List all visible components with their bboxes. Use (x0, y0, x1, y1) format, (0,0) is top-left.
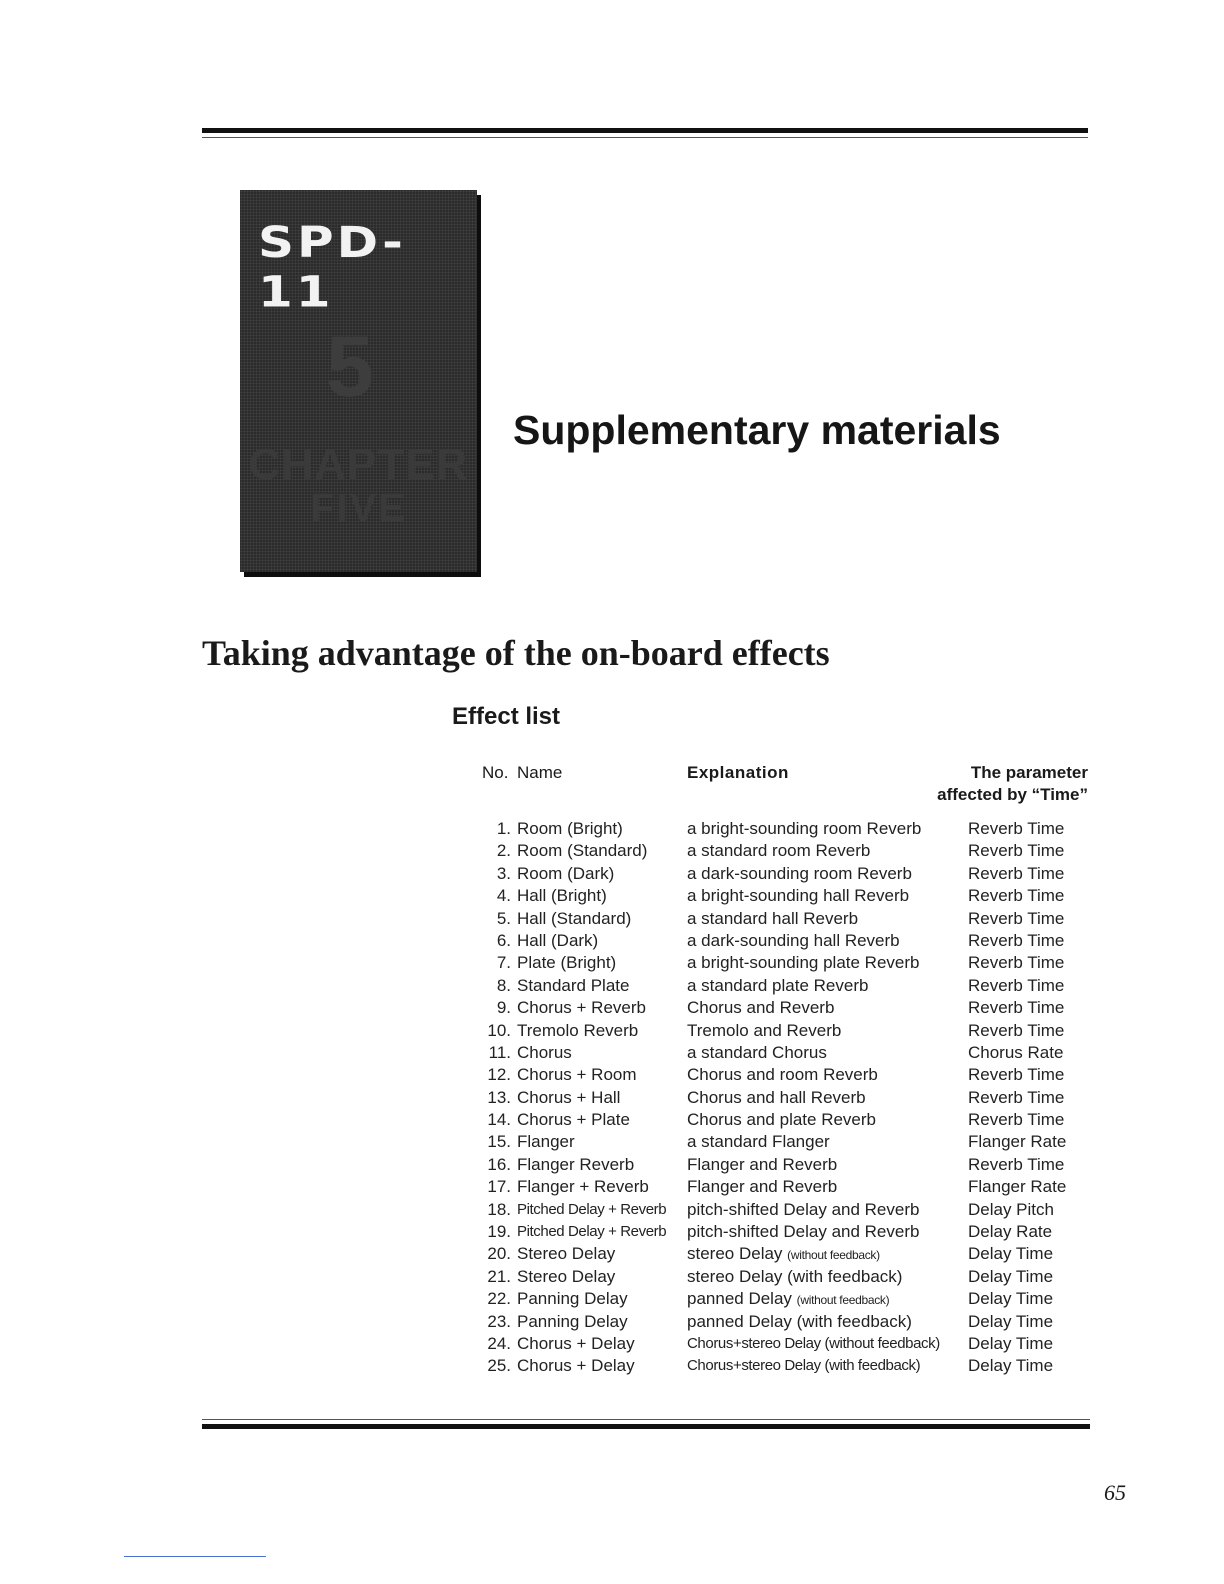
effect-name: Chorus + Room (517, 1065, 637, 1085)
chapter-brand-logo: SPD-11 (258, 218, 406, 317)
effect-name: Pitched Delay + Reverb (517, 1200, 667, 1218)
effect-number: 7. (496, 953, 511, 973)
effect-explanation: panned Delay (with feedback) (687, 1311, 912, 1331)
table-row (470, 1311, 1110, 1333)
effect-number: 6. (496, 930, 511, 950)
effect-name: Panning Delay (517, 1289, 628, 1309)
effect-time-parameter: Reverb Time (968, 886, 1065, 906)
effect-explanation: a bright-sounding hall Reverb (687, 886, 910, 906)
table-row (470, 908, 1110, 930)
effect-name: Stereo Delay (517, 1244, 616, 1264)
section-title: Taking advantage of the on-board effects (202, 633, 830, 673)
page-number: 65 (1104, 1480, 1126, 1505)
effect-time-parameter: Delay Time (968, 1356, 1054, 1376)
effect-name: Chorus + Delay (517, 1333, 635, 1353)
table-row (470, 1176, 1110, 1198)
effect-explanation: a bright-sounding room Reverb (687, 819, 922, 838)
effect-explanation: Chorus+stereo Delay (without feedback) (687, 1334, 940, 1352)
effect-name: Flanger (517, 1132, 575, 1152)
effect-number: 12. (487, 1065, 511, 1085)
effect-number: 11. (488, 1042, 511, 1062)
footer-line (124, 1556, 266, 1557)
effect-name: Hall (Bright) (517, 886, 607, 906)
effect-explanation (687, 1243, 880, 1266)
chapter-word-number: FIVE (310, 486, 407, 530)
column-header-parameter (930, 762, 1088, 806)
effect-time-parameter: Reverb Time (968, 998, 1065, 1018)
top-rule-thick (202, 128, 1088, 133)
effect-explanation: a dark-sounding hall Reverb (687, 930, 900, 950)
table-row (470, 1266, 1110, 1288)
effect-explanation: Chorus and Reverb (687, 998, 835, 1018)
table-row (470, 1020, 1110, 1042)
effect-explanation: pitch-shifted Delay and Reverb (687, 1199, 920, 1219)
effect-number: 22. (487, 1289, 511, 1309)
effect-time-parameter: Reverb Time (968, 819, 1065, 838)
effect-time-parameter: Delay Time (968, 1244, 1054, 1264)
effect-time-parameter: Delay Time (968, 1333, 1054, 1353)
effect-number: 19. (487, 1222, 511, 1242)
effect-number: 23. (487, 1311, 511, 1331)
table-row (470, 1064, 1110, 1086)
effect-time-parameter: Reverb Time (968, 908, 1065, 928)
effect-explanation (687, 1288, 889, 1311)
effect-number: 2. (496, 841, 511, 861)
effect-explanation: a standard plate Reverb (687, 975, 869, 995)
table-row (470, 997, 1110, 1019)
effect-explanation: a standard Flanger (687, 1132, 830, 1152)
effect-name: Chorus (517, 1042, 572, 1062)
effect-number: 10. (487, 1020, 511, 1040)
effect-explanation: Chorus and plate Reverb (687, 1110, 877, 1130)
effect-time-parameter: Reverb Time (968, 1020, 1065, 1040)
effect-name: Hall (Dark) (517, 930, 599, 950)
effect-explanation-text: stereo Delay (687, 1244, 783, 1264)
effect-time-parameter: Delay Pitch (968, 1199, 1054, 1219)
effect-time-parameter: Chorus Rate (968, 1042, 1064, 1062)
effect-number: 20. (487, 1244, 511, 1264)
effect-name: Room (Standard) (517, 841, 648, 861)
effect-name: Standard Plate (517, 975, 630, 995)
effect-name: Stereo Delay (517, 1266, 616, 1286)
table-row (470, 1288, 1110, 1310)
chapter-title: Supplementary materials (513, 407, 1001, 453)
effect-name: Panning Delay (517, 1311, 628, 1331)
effect-time-parameter: Delay Time (968, 1311, 1054, 1331)
column-header-explanation: Explanation (687, 763, 789, 782)
effect-number: 9. (496, 998, 511, 1018)
table-row (470, 1154, 1110, 1176)
effect-number: 4. (496, 886, 511, 906)
effect-number: 15. (487, 1132, 511, 1152)
effect-name: Chorus + Plate (517, 1110, 630, 1130)
effect-time-parameter: Reverb Time (968, 1087, 1065, 1107)
effect-explanation: Chorus and room Reverb (687, 1065, 878, 1085)
effect-name: Pitched Delay + Reverb (517, 1223, 667, 1241)
effect-explanation: a standard room Reverb (687, 841, 871, 861)
top-rule-thin (202, 137, 1088, 138)
chapter-badge (240, 190, 477, 572)
bottom-rule-thick (202, 1424, 1090, 1429)
effect-number: 16. (487, 1154, 511, 1174)
effect-name: Flanger + Reverb (517, 1177, 649, 1197)
effect-time-parameter: Reverb Time (968, 1065, 1065, 1085)
table-row (470, 1355, 1110, 1377)
effect-name: Flanger Reverb (517, 1154, 635, 1174)
effect-name: Hall (Standard) (517, 908, 632, 928)
effect-explanation: a bright-sounding plate Reverb (687, 953, 920, 973)
effect-time-parameter: Reverb Time (968, 1110, 1065, 1130)
effect-time-parameter: Delay Rate (968, 1222, 1053, 1242)
effect-time-parameter: Flanger Rate (968, 1132, 1067, 1152)
effect-number: 17. (487, 1177, 511, 1197)
effect-number: 21. (487, 1266, 511, 1286)
column-header-no: No. (482, 763, 509, 782)
effect-time-parameter: Delay Time (968, 1289, 1054, 1309)
table-row (470, 1109, 1110, 1131)
effect-explanation-text: panned Delay (687, 1289, 792, 1309)
effect-time-parameter: Reverb Time (968, 975, 1065, 995)
effect-name: Chorus + Reverb (517, 998, 646, 1018)
effect-name: Plate (Bright) (517, 953, 617, 973)
column-header-name: Name (517, 763, 563, 782)
effect-time-parameter: Flanger Rate (968, 1177, 1067, 1197)
effect-explanation-note: (without feedback) (787, 1248, 880, 1263)
effect-time-parameter: Reverb Time (968, 953, 1065, 973)
table-row (470, 1042, 1110, 1064)
effect-explanation: stereo Delay (with feedback) (687, 1266, 903, 1286)
effect-explanation-note: (without feedback) (796, 1293, 890, 1308)
table-row (470, 1243, 1110, 1265)
effect-number: 24. (487, 1333, 511, 1353)
effect-time-parameter: Delay Time (968, 1266, 1054, 1286)
effect-name: Room (Bright) (517, 819, 623, 838)
effect-time-parameter: Reverb Time (968, 930, 1065, 950)
effect-explanation: a standard hall Reverb (687, 908, 859, 928)
column-header-parameter-line2: affected by “Time” (937, 785, 1088, 804)
table-row (470, 1087, 1110, 1109)
table-row (470, 1199, 1110, 1221)
effect-list-table (470, 818, 1110, 1378)
effect-number: 25. (487, 1356, 511, 1376)
table-row (470, 930, 1110, 952)
effect-time-parameter: Reverb Time (968, 863, 1065, 883)
effect-number: 3. (496, 863, 511, 883)
effect-explanation: Flanger and Reverb (687, 1177, 838, 1197)
table-row (470, 952, 1110, 974)
effect-number: 14. (487, 1110, 511, 1130)
table-row (470, 1333, 1110, 1355)
table-row (470, 885, 1110, 907)
chapter-word: CHAPTER (248, 440, 469, 489)
effect-number: 8. (496, 975, 511, 995)
effect-number: 18. (487, 1199, 511, 1219)
bottom-rule-thin (202, 1419, 1090, 1420)
column-header-parameter-line1: The parameter (970, 763, 1088, 782)
effect-name: Room (Dark) (517, 863, 615, 883)
effect-explanation: Flanger and Reverb (687, 1154, 838, 1174)
effect-name: Tremolo Reverb (517, 1020, 639, 1040)
effect-name: Chorus + Hall (517, 1087, 621, 1107)
effect-explanation: a standard Chorus (687, 1042, 827, 1062)
table-row (470, 975, 1110, 997)
effect-name: Chorus + Delay (517, 1356, 635, 1376)
effect-number: 1. (496, 819, 511, 838)
effect-time-parameter: Reverb Time (968, 1154, 1065, 1174)
effect-explanation: a dark-sounding room Reverb (687, 863, 912, 883)
table-row (470, 1131, 1110, 1153)
table-row (470, 840, 1110, 862)
chapter-number: 5 (326, 319, 374, 415)
effect-number: 5. (496, 908, 511, 928)
effect-number: 13. (487, 1087, 511, 1107)
effect-time-parameter: Reverb Time (968, 841, 1065, 861)
effect-explanation: Chorus+stereo Delay (with feedback) (687, 1357, 921, 1375)
effect-explanation: pitch-shifted Delay and Reverb (687, 1222, 920, 1242)
subsection-title: Effect list (452, 703, 561, 730)
table-row (470, 863, 1110, 885)
table-row (470, 818, 1110, 840)
table-row (470, 1221, 1110, 1243)
effect-explanation: Chorus and hall Reverb (687, 1087, 866, 1107)
effect-explanation: Tremolo and Reverb (687, 1020, 842, 1040)
